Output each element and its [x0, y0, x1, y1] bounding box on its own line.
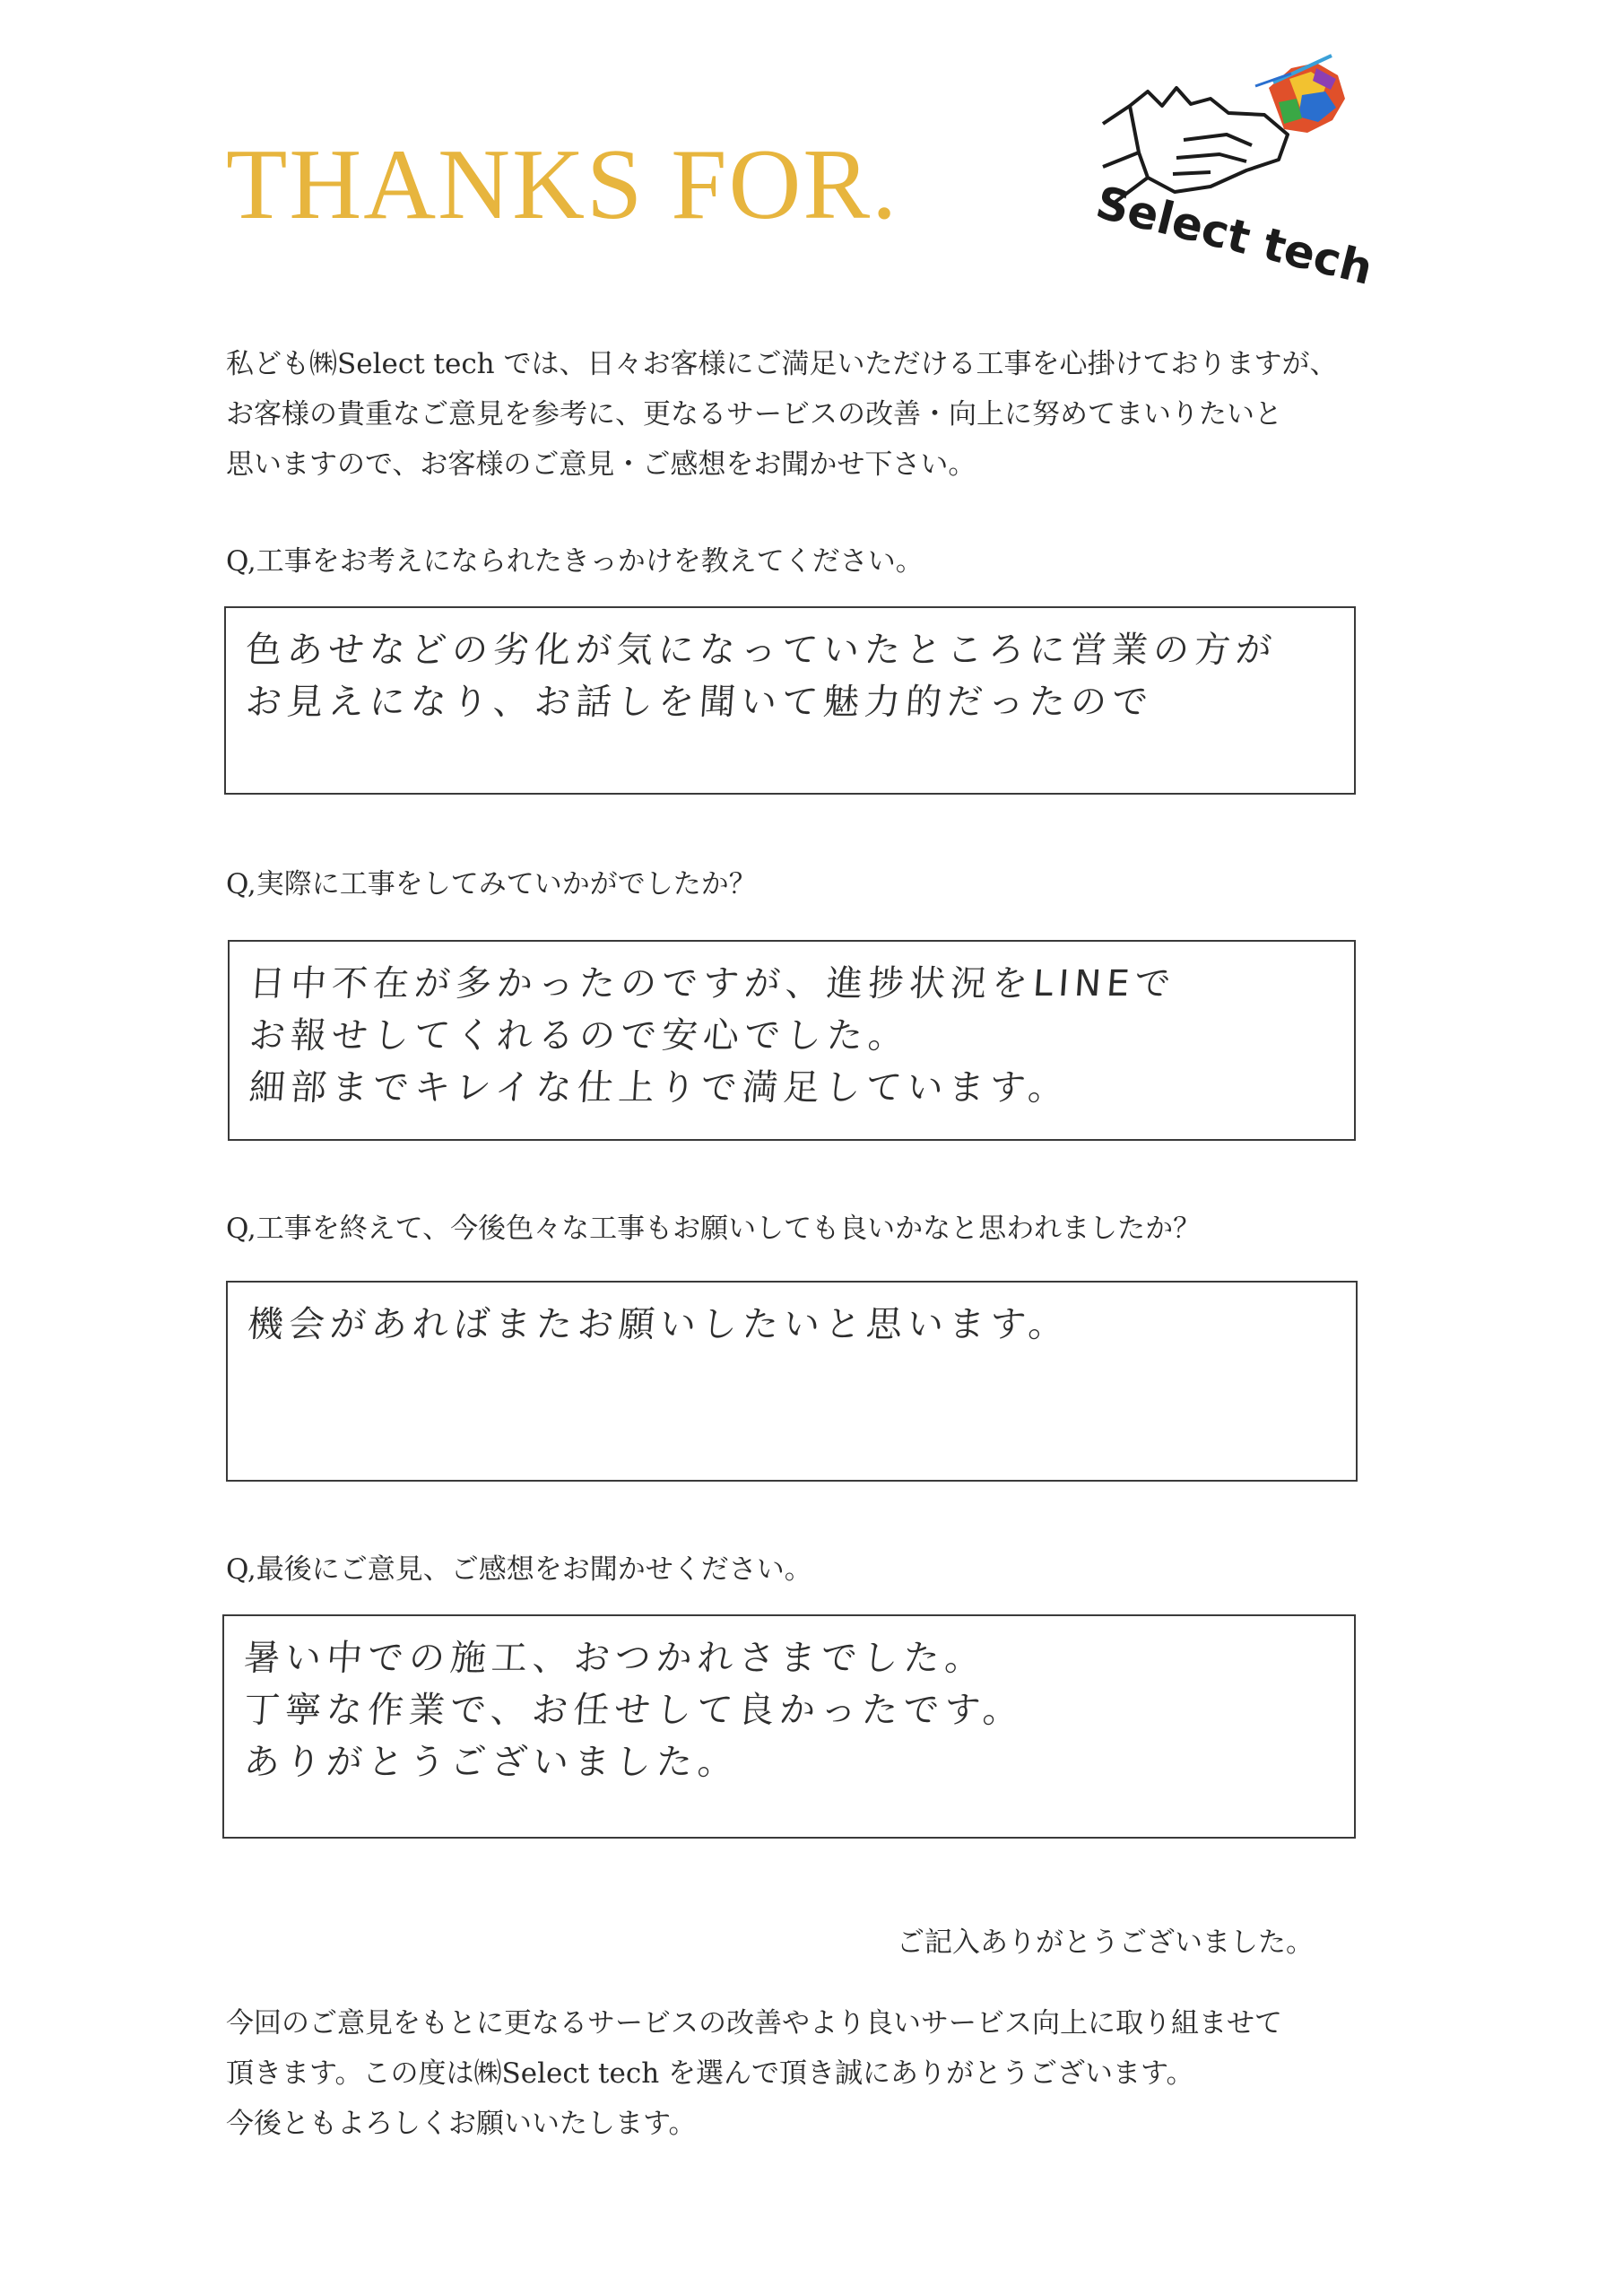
question-4: Q,最後にご意見、ご感想をお聞かせください。	[226, 1553, 812, 1586]
closing-line: 頂きます。この度は㈱Select tech を選んで頂き誠にありがとうございます。	[226, 2057, 1194, 2090]
answer-line: ありがとうございました。	[242, 1742, 741, 1783]
answer-box-3	[226, 1281, 1358, 1482]
answer-line: 色あせなどの劣化が気になっていたところに営業の方が	[244, 630, 1279, 671]
answer-line: お報せしてくれるので安心でした。	[247, 1015, 911, 1057]
intro-text	[226, 339, 1410, 490]
answer-box-1	[224, 606, 1356, 795]
answer-line: 機会があればまたお願いしたいと思います。	[246, 1304, 1072, 1345]
logo-wordmark: Select tech	[1090, 176, 1378, 295]
question-1: Q,工事をお考えになられたきっかけを教えてください。	[226, 545, 924, 578]
question-3: Q,工事を終えて、今後色々な工事もお願いしても良いかなと思われましたか？	[226, 1213, 1202, 1245]
thanks-message: ご記入ありがとうございました。	[897, 1926, 1314, 1959]
answer-line: 丁寧な作業で、お任せして良かったです。	[242, 1690, 1026, 1731]
intro-line: 思いますので、お客様のご意見・ご感想をお聞かせ下さい。	[226, 448, 976, 481]
closing-line: 今回のご意見をもとに更なるサービスの改善やより良いサービス向上に取り組ませて	[226, 2007, 1282, 2039]
closing-text	[226, 1998, 1282, 2149]
logo-graphic	[1076, 52, 1378, 295]
closing-line: 今後ともよろしくお願いいたします。	[226, 2108, 697, 2140]
page-title: THANKS FOR.	[226, 129, 899, 240]
question-2: Q,実際に工事をしてみていかがでしたか？	[226, 868, 757, 900]
intro-line: 私ども㈱Select tech では、日々お客様にご満足いただける工事を心掛けておりますが、	[226, 348, 1338, 380]
answer-line: 暑い中での施工、おつかれさまでした。	[242, 1638, 988, 1679]
paint-brush-icon	[1255, 56, 1345, 133]
answer-line: 細部までキレイな仕上りで満足しています。	[247, 1067, 1072, 1109]
intro-line: お客様の貴重なご意見を参考に、更なるサービスの改善・向上に努めてまいりたいと	[226, 398, 1282, 430]
answer-line: 日中不在が多かったのですが、進捗状況をLINEで	[247, 963, 1177, 1004]
answer-line: お見えになり、お話しを聞いて魅力的だったので	[244, 682, 1155, 723]
answer-box-2	[228, 940, 1356, 1141]
select-tech-logo	[1076, 52, 1378, 295]
answer-box-4	[222, 1614, 1356, 1839]
